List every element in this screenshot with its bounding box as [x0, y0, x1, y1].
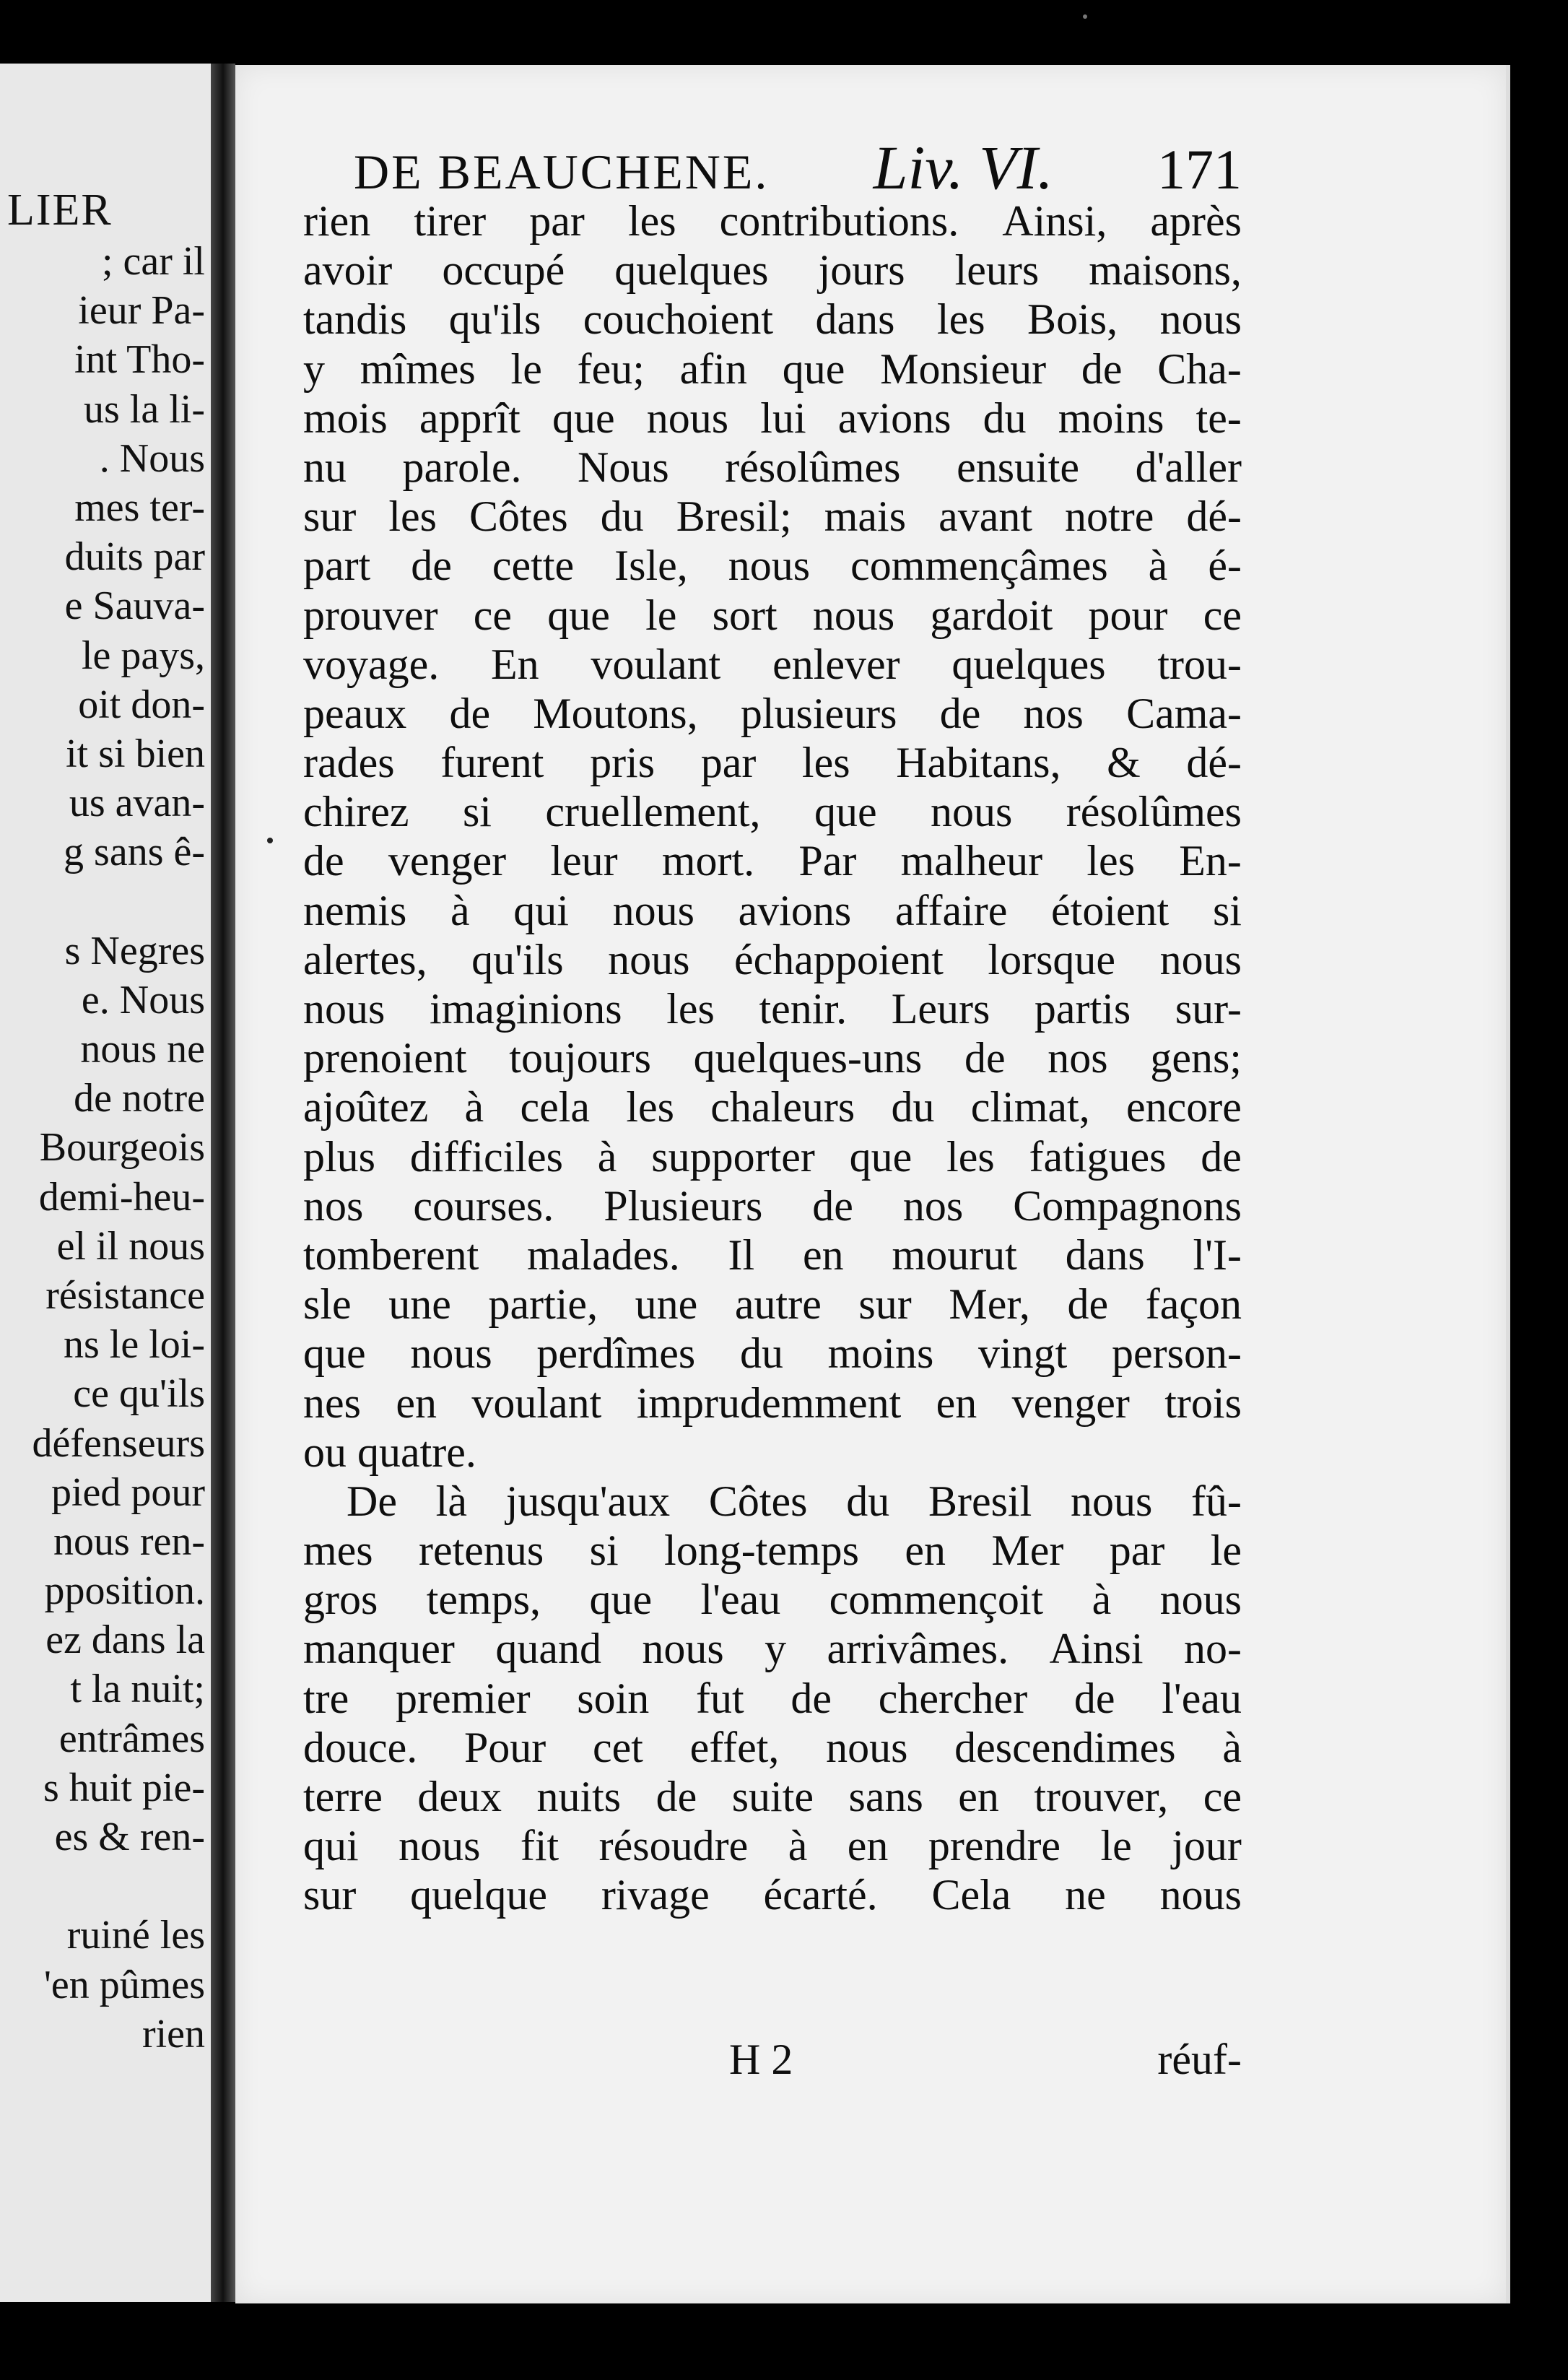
left-page-line: ieur Pa- — [78, 288, 205, 334]
text-line: tomberent malades. Il en mourut dans l'I- — [303, 1230, 1242, 1279]
left-page-line: entrâmes — [58, 1716, 205, 1761]
left-page-line: ruiné les — [66, 1913, 205, 1958]
text-line: y mîmes le feu; afin que Monsieur de Cha- — [303, 344, 1242, 393]
text-line: ajoûtez à cela les chaleurs du climat, encore — [303, 1083, 1242, 1132]
ink-speck — [1083, 14, 1087, 19]
left-page-line: us avan- — [69, 781, 205, 826]
text-line: tandis qu'ils couchoient dans les Bois, nous — [303, 295, 1242, 344]
catchword: réuf- — [1157, 2036, 1242, 2083]
book-gutter — [211, 64, 235, 2302]
text-line: peaux de Moutons, plusieurs de nos Cama- — [303, 689, 1242, 737]
left-page-line: rien — [141, 2011, 205, 2057]
left-page-line: es & ren- — [54, 1815, 205, 1859]
left-page-line: . Nous — [99, 435, 205, 481]
left-page-line: mes ter- — [74, 485, 205, 530]
left-page-line: el il nous — [56, 1223, 205, 1269]
left-page-line — [32, 877, 205, 926]
page-number: 171 — [1157, 138, 1242, 201]
left-page-line: le pays, — [81, 633, 205, 678]
text-line: part de cette Isle, nous commençâmes à é- — [303, 542, 1242, 590]
left-page-line: Bourgeois — [39, 1125, 205, 1171]
text-line: de venger leur mort. Par malheur les En- — [303, 837, 1242, 885]
left-page-line — [32, 1862, 205, 1911]
running-head-title: DE BEAUCHENE. — [354, 144, 770, 199]
text-line: mes retenus si long-temps en Mer par le — [303, 1526, 1242, 1575]
body-text — [303, 196, 1242, 1920]
left-page-line: de notre — [74, 1076, 205, 1121]
text-line: sur quelque rivage écarté. Cela ne nous — [303, 1871, 1242, 1919]
signature-mark: H 2 — [729, 2036, 793, 2083]
text-line: sur les Côtes du Bresil; mais avant notre dé- — [303, 492, 1242, 541]
text-line: douce. Pour cet effet, nous descendimes à — [303, 1723, 1242, 1771]
left-page-line: ; car il — [101, 239, 205, 284]
text-line: nu parole. Nous résolûmes ensuite d'aller — [303, 443, 1242, 491]
text-line: alertes, qu'ils nous échappoient lorsque nous — [303, 935, 1242, 983]
left-page-line: int Tho- — [74, 337, 205, 383]
running-head — [354, 131, 1242, 202]
text-line: prenoient toujours quelques-uns de nos gens; — [303, 1034, 1242, 1082]
text-line: gros temps, que l'eau commençoit à nous — [303, 1576, 1242, 1624]
left-page-line: demi-heu- — [38, 1174, 205, 1220]
left-page-line: nous ren- — [53, 1519, 205, 1564]
text-line: mois apprît que nous lui avions du moins te- — [303, 394, 1242, 442]
left-page-fragment — [0, 64, 211, 2302]
left-page-line: s Negres — [64, 928, 205, 973]
page-footer — [303, 2035, 1242, 2093]
left-running-head: LIER — [7, 186, 113, 235]
text-line: sle une partie, une autre sur Mer, de façon — [303, 1280, 1242, 1329]
text-line: voyage. En voulant enlever quelques trou- — [303, 640, 1242, 688]
text-line: plus difficiles à supporter que les fatigues de — [303, 1132, 1242, 1181]
text-line: nos courses. Plusieurs de nos Compagnons — [303, 1181, 1242, 1230]
left-page-line: pposition. — [44, 1568, 205, 1614]
left-page-line: us la li- — [84, 386, 205, 432]
text-line: chirez si cruellement, que nous résolûmes — [303, 788, 1242, 836]
text-line: De là jusqu'aux Côtes du Bresil nous fû- — [347, 1477, 1242, 1525]
text-line: ou quatre. — [303, 1428, 476, 1476]
left-page-text — [32, 237, 205, 2059]
left-page-line: nous ne — [80, 1027, 205, 1072]
left-page-line: défenseurs — [32, 1420, 205, 1466]
text-line: manquer quand nous y arrivâmes. Ainsi no- — [303, 1625, 1242, 1673]
left-page-line: pied pour — [51, 1469, 205, 1515]
left-page-line: oit don- — [78, 682, 205, 727]
left-page-line: ez dans la — [45, 1617, 205, 1663]
text-line: rades furent pris par les Habitans, & dé- — [303, 739, 1242, 787]
left-page-line: g sans ê- — [64, 830, 205, 875]
ink-speck — [267, 838, 273, 843]
left-page-line: résistance — [45, 1272, 205, 1318]
running-head-book: Liv. VI. — [873, 133, 1053, 202]
text-line: que nous perdîmes du moins vingt person- — [303, 1329, 1242, 1378]
text-line: terre deux nuits de suite sans en trouver, ce — [303, 1773, 1242, 1820]
left-page-line: t la nuit; — [70, 1667, 205, 1712]
text-line: qui nous fit résoudre à en prendre le jour — [303, 1822, 1242, 1870]
text-line: avoir occupé quelques jours leurs maisons, — [303, 246, 1242, 295]
text-line: tre premier soin fut de chercher de l'eau — [303, 1674, 1242, 1722]
left-page-line: e. Nous — [81, 977, 205, 1022]
left-page-line: 'en pûmes — [43, 1962, 205, 2007]
text-line: nes en voulant imprudemment en venger trois — [303, 1378, 1242, 1427]
left-page-line: ce qu'ils — [73, 1371, 205, 1417]
left-page-line: it si bien — [66, 731, 205, 776]
left-page-line: e Sauva- — [64, 583, 205, 629]
text-line: prouver ce que le sort nous gardoit pour ce — [303, 591, 1242, 639]
text-line: nous imaginions les tenir. Leurs partis sur- — [303, 985, 1242, 1033]
left-page-line: s huit pie- — [43, 1765, 205, 1810]
text-line: nemis à qui nous avions affaire étoient si — [303, 886, 1242, 934]
left-page-line: ns le loi- — [64, 1322, 205, 1368]
text-line: rien tirer par les contributions. Ainsi, après — [303, 197, 1242, 245]
left-page-line: duits par — [64, 534, 205, 580]
